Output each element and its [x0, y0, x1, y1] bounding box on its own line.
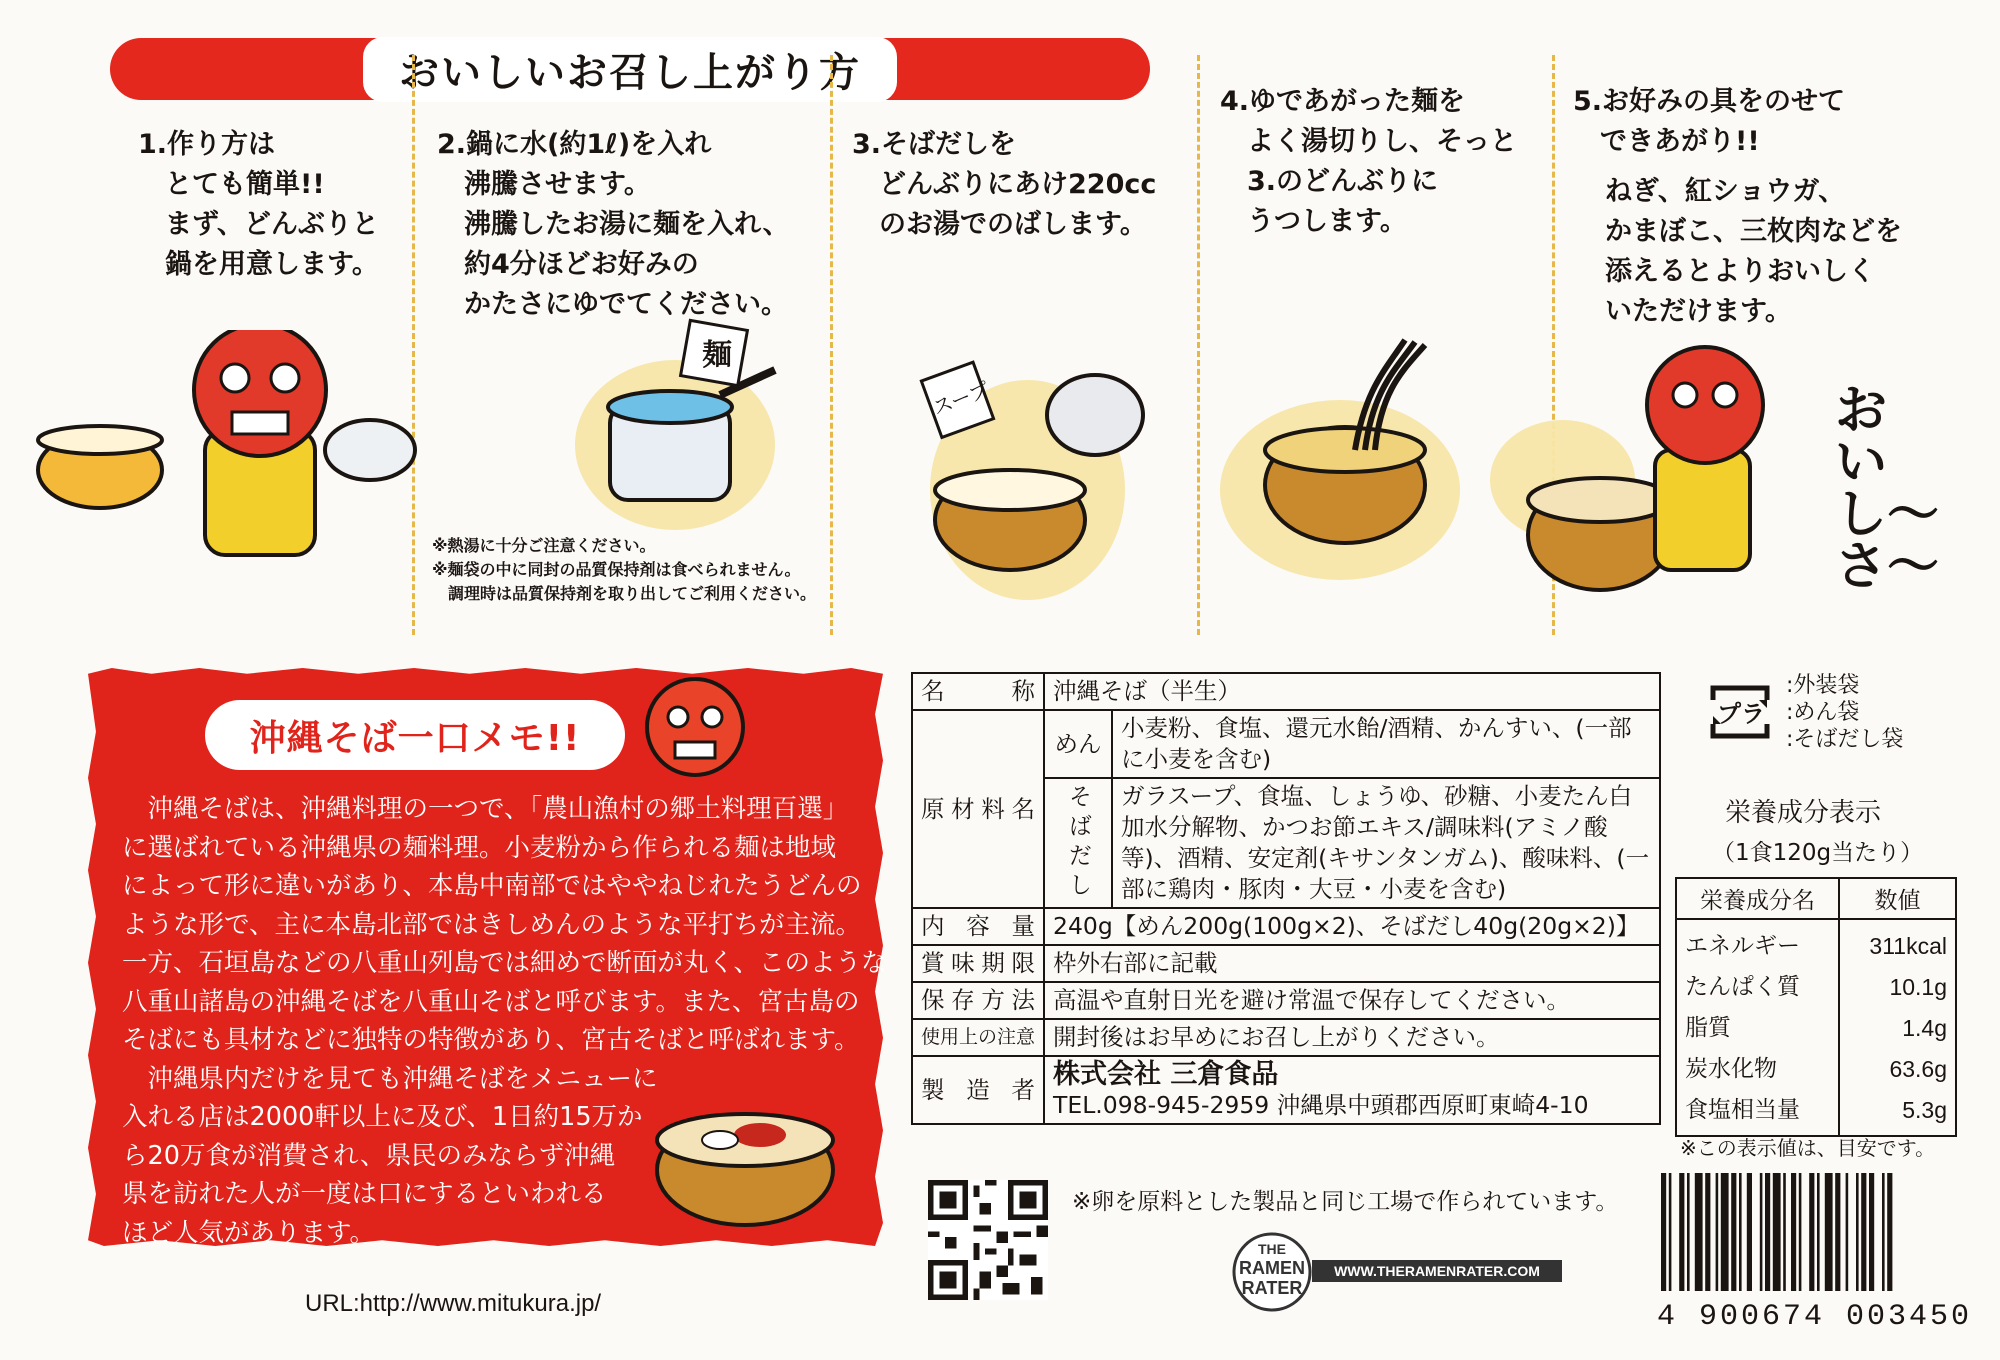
step-line: ねぎ、紅ショウガ、	[1605, 176, 1846, 207]
label-value: 小麦粉、食塩、還元水飴/酒精、かんすい、(一部に小麦を含む)	[1112, 710, 1660, 778]
step-line: 3.そばだしを	[852, 129, 1017, 160]
barcode-bar	[1799, 1173, 1802, 1291]
recycle-item: :そばだし袋	[1786, 727, 1904, 752]
step-line: 鍋を用意します。	[138, 249, 379, 280]
soup-and-kettle-illustration	[910, 355, 1150, 585]
barcode-bar	[1846, 1173, 1849, 1291]
column-header: 栄養成分名	[1676, 878, 1839, 919]
step-3	[852, 125, 1156, 245]
memo-line: ら20万食が消費され、県民のみならず沖縄	[122, 1140, 615, 1171]
label-header: 使用上の注意	[912, 1019, 1044, 1056]
table-row	[912, 1019, 1660, 1056]
step-4	[1220, 82, 1517, 242]
website-url[interactable]: URL:http://www.mitukura.jp/	[305, 1290, 602, 1317]
allergen-note: ※卵を原料とした製品と同じ工場で作られています。	[1072, 1189, 1619, 1215]
step-5	[1573, 82, 1902, 332]
step-1	[138, 125, 379, 285]
label-value	[1044, 1056, 1660, 1124]
maker-name: 株式会社 三倉食品	[1053, 1059, 1279, 1090]
barcode-bar	[1695, 1173, 1703, 1291]
step-line: どんぶりにあけ220cc	[852, 169, 1157, 200]
nutrient-name: エネルギー	[1676, 919, 1839, 967]
nutrient-value: 63.6g	[1839, 1049, 1956, 1090]
noodle-bag-label: 麺	[702, 338, 732, 373]
nutrient-name: 炭水化物	[1676, 1049, 1839, 1090]
step-line: 3.のどんぶりに	[1220, 166, 1439, 197]
memo-line: に選ばれている沖縄県の麺料理。小麦粉から作られる麺は地域	[122, 832, 837, 863]
nutrition-table	[1675, 877, 1957, 1137]
table-row	[1676, 1049, 1956, 1090]
step-line: いただけます。	[1605, 296, 1792, 327]
step-line: 沸騰したお湯に麺を入れ、	[437, 209, 790, 240]
barcode-bar	[1791, 1173, 1796, 1291]
barcode-bar	[1856, 1173, 1859, 1291]
table-row	[912, 673, 1660, 710]
column-header: 数値	[1839, 878, 1956, 919]
barcode-bar	[1669, 1173, 1672, 1291]
table-row	[1676, 967, 1956, 1008]
memo-line: ような形で、主に本島北部ではきしめんのような平打ちが主流。	[122, 909, 861, 940]
step-line: のお湯でのばします。	[852, 209, 1147, 240]
step-line: かまぼこ、三枚肉などを	[1605, 216, 1902, 247]
step-line: まず、どんぶりと	[138, 209, 379, 240]
nutrient-name: 脂質	[1676, 1008, 1839, 1049]
barcode-bar	[1869, 1173, 1874, 1291]
step-line: 約4分ほどお好みの	[437, 249, 699, 280]
barcode-bar	[1747, 1173, 1752, 1291]
barcode	[1657, 1173, 1957, 1295]
step-line: よく湯切りし、そっと	[1220, 126, 1517, 157]
label-header: 名称	[912, 673, 1044, 710]
barcode-bar	[1705, 1173, 1710, 1291]
table-row	[1676, 919, 1956, 967]
label-header: 賞味期限	[912, 945, 1044, 982]
nutrition-subtitle: （1食120g当たり）	[1712, 840, 1924, 866]
product-label-table	[911, 672, 1661, 1125]
watermark-logo-line: THE	[1258, 1241, 1286, 1257]
nutrition-title: 栄養成分表示	[1725, 798, 1882, 828]
label-header: 製造者	[912, 1056, 1044, 1124]
shisa-with-bowl-and-pot-illustration	[20, 330, 420, 570]
pot-with-noodles-illustration	[590, 315, 780, 515]
step-2	[437, 125, 790, 325]
memo-title: 沖縄そば一口メモ!!	[205, 700, 625, 770]
label-value: 枠外右部に記載	[1044, 945, 1660, 982]
table-row	[1676, 1090, 1956, 1136]
soba-bowl-illustration	[650, 1060, 845, 1230]
nutrient-value: 5.3g	[1839, 1090, 1956, 1136]
memo-line: 一方、石垣島などの八重山列島では細めで断面が丸く、このような	[122, 948, 887, 978]
memo-line: 県を訪れた人が一度は口にするといわれる	[122, 1179, 607, 1209]
barcode-bar	[1721, 1173, 1729, 1291]
nutrient-value: 1.4g	[1839, 1008, 1956, 1049]
table-row	[912, 710, 1660, 778]
recycle-item: :外装袋	[1786, 673, 1860, 698]
maker-address: TEL.098-945-2959 沖縄県中頭郡西原町東崎4-10	[1053, 1091, 1589, 1119]
label-header: 内容量	[912, 908, 1044, 945]
memo-line: 沖縄そばは、沖縄料理の一つで、「農山漁村の郷土料理百選」	[147, 794, 849, 824]
pla-mark: プラ	[1717, 700, 1765, 728]
note-line: ※麺袋の中に同封の品質保持剤は食べられません。	[432, 560, 801, 579]
finished-soba-with-shisa-illustration	[1515, 340, 1855, 600]
barcode-bar	[1825, 1173, 1833, 1291]
memo-line: 八重山諸島の沖縄そばを八重山そばと呼びます。また、宮古島の	[122, 986, 860, 1017]
soup-bag-label: スープ	[929, 377, 993, 420]
page-title: おいしいお召し上がり方	[363, 37, 897, 102]
label-header: 保存方法	[912, 982, 1044, 1019]
barcode-bar	[1861, 1173, 1866, 1291]
label-value: 高温や直射日光を避け常温で保存してください。	[1044, 982, 1660, 1019]
step-line: 添えるとよりおいしく	[1605, 256, 1875, 287]
recycle-list	[1786, 672, 1903, 753]
recycle-item: :めん袋	[1786, 700, 1860, 725]
note-line: 調理時は品質保持剤を取り出してご利用ください。	[432, 584, 817, 603]
label-value: 240g【めん200g(100g×2)、そばだし40g(20g×2)】	[1044, 908, 1660, 945]
label-subheader: めん	[1044, 710, 1112, 778]
barcode-number: 4 900674 003450	[1657, 1300, 1973, 1334]
barcode-bar	[1809, 1173, 1814, 1291]
memo-line: 沖縄県内だけを見ても沖縄そばをメニューに	[147, 1063, 658, 1094]
watermark-logo-line: RAMEN	[1239, 1258, 1305, 1278]
barcode-bar	[1679, 1173, 1684, 1291]
label-header: 原材料名	[912, 710, 1044, 908]
title-banner	[110, 38, 1150, 100]
step-line: うつします。	[1220, 206, 1407, 237]
oishi-exclamation: おいし〜さ〜	[1835, 381, 1940, 597]
noodles-into-bowl-illustration	[1255, 330, 1455, 560]
barcode-bar	[1835, 1173, 1840, 1291]
qr-code[interactable]	[928, 1180, 1048, 1300]
barcode-bar	[1716, 1173, 1719, 1291]
step-line: 4.ゆであがった麺を	[1220, 86, 1466, 117]
nutrient-value: 311kcal	[1839, 919, 1956, 967]
step-line: 1.作り方は	[138, 129, 276, 160]
nutrient-value: 10.1g	[1839, 967, 1956, 1008]
nutrient-name: たんぱく質	[1676, 967, 1839, 1008]
barcode-bar	[1882, 1173, 1885, 1291]
note-line: ※熱湯に十分ご注意ください。	[432, 536, 656, 555]
step-line: 沸騰させます。	[437, 169, 651, 200]
nutrient-name: 食塩相当量	[1676, 1090, 1839, 1136]
label-value: 開封後はお早めにお召し上がりください。	[1044, 1019, 1660, 1056]
table-row	[912, 1056, 1660, 1124]
step-divider	[1197, 55, 1200, 635]
recycle-pla-icon	[1705, 680, 1775, 744]
table-header-row	[1676, 878, 1956, 919]
label-subheader: そばだし	[1044, 778, 1112, 908]
table-row	[1676, 1008, 1956, 1049]
step-line: 2.鍋に水(約1ℓ)を入れ	[437, 129, 712, 160]
barcode-bar	[1765, 1173, 1770, 1291]
barcode-bar	[1661, 1173, 1666, 1291]
memo-line: によって形に違いがあり、本島中南部ではややねじれたうどんの	[122, 871, 862, 901]
memo-line: そばにも具材などに独特の特徴があり、宮古そばと呼ばれます。	[122, 1025, 860, 1055]
table-row	[912, 982, 1660, 1019]
memo-line: ほど人気があります。	[122, 1217, 375, 1248]
barcode-bar	[1887, 1173, 1892, 1291]
shisa-face-icon	[640, 672, 750, 792]
barcode-bar	[1760, 1173, 1763, 1291]
barcode-bar	[1731, 1173, 1736, 1291]
step-line: かたさにゆでてください。	[437, 289, 788, 320]
nutrition-note: ※この表示値は、目安です。	[1680, 1136, 1936, 1160]
barcode-bar	[1783, 1173, 1786, 1291]
step-line: とても簡単!!	[138, 169, 325, 200]
barcode-bar	[1817, 1173, 1820, 1291]
step-2-notes	[432, 534, 816, 606]
label-value: ガラスープ、食塩、しょうゆ、砂糖、小麦たん白加水分解物、かつお節エキス/調味料(アミノ酸等)、酒精、安定剤(キサンタンガム)、酸味料、(一部に鶏肉・豚肉・大豆・小麦を含む)	[1112, 778, 1660, 908]
step-line: できあがり!!	[1573, 126, 1760, 157]
watermark-site: WWW.THERAMENRATER.COM	[1334, 1263, 1540, 1279]
table-row	[912, 908, 1660, 945]
table-row	[912, 945, 1660, 982]
label-value: 沖縄そば（半生）	[1044, 673, 1660, 710]
barcode-bar	[1687, 1173, 1690, 1291]
barcode-bar	[1773, 1173, 1781, 1291]
ramen-rater-watermark	[1232, 1232, 1592, 1312]
step-line: 5.お好みの具をのせて	[1573, 86, 1846, 117]
memo-line: 入れる店は2000軒以上に及び、1日約15万か	[122, 1102, 643, 1132]
step-divider	[830, 55, 833, 635]
watermark-logo-line: RATER	[1241, 1278, 1303, 1298]
barcode-bar	[1739, 1173, 1742, 1291]
